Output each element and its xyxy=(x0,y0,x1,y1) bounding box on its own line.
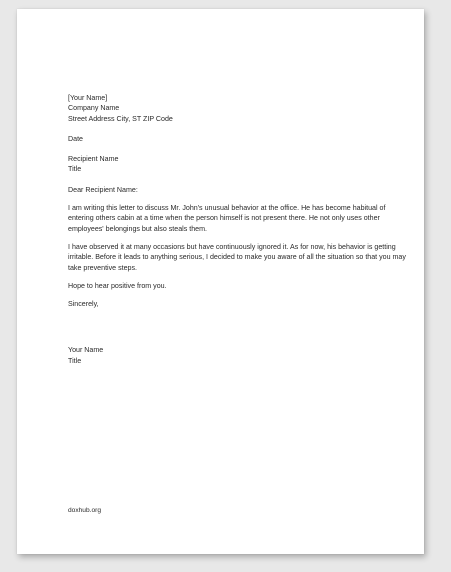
recipient-title: Title xyxy=(68,165,82,174)
signature-title: Title xyxy=(68,356,82,365)
body-paragraph-1: I am writing this letter to discuss Mr. John's unusual behavior at the office. He has become habitual of entering others cabin at a time when the person himself is not present there. He not only uses other employees' belongings but also steals them. xyxy=(68,204,386,233)
spacer xyxy=(68,273,408,281)
spacer xyxy=(68,234,408,242)
signature-name: Your Name xyxy=(68,346,104,355)
recipient-name: Recipient Name xyxy=(68,155,119,164)
closing: Sincerely, xyxy=(68,300,99,309)
spacer xyxy=(68,291,408,299)
sender-name: [Your Name] xyxy=(68,94,108,102)
salutation: Dear Recipient Name: xyxy=(68,185,138,194)
letter-page xyxy=(17,9,424,554)
letter-date: Date xyxy=(68,134,83,143)
spacer xyxy=(68,195,408,203)
body-paragraph-2: I have observed it at many occasions but have continuously ignored it. As for now, his behavior is getting irritable. Before it leads to anything serious, I decided to make you aware of all the situation so that you may take preventive steps. xyxy=(68,242,406,272)
sender-address: Street Address City, ST ZIP Code xyxy=(68,114,173,123)
signature-space xyxy=(68,309,408,345)
spacer xyxy=(68,144,408,154)
body-paragraph-3: Hope to hear positive from you. xyxy=(68,281,167,290)
spacer xyxy=(68,124,408,134)
spacer xyxy=(68,175,408,185)
letter-body xyxy=(68,93,408,366)
footer-watermark: doxhub.org xyxy=(68,507,101,514)
sender-company: Company Name xyxy=(68,104,120,113)
